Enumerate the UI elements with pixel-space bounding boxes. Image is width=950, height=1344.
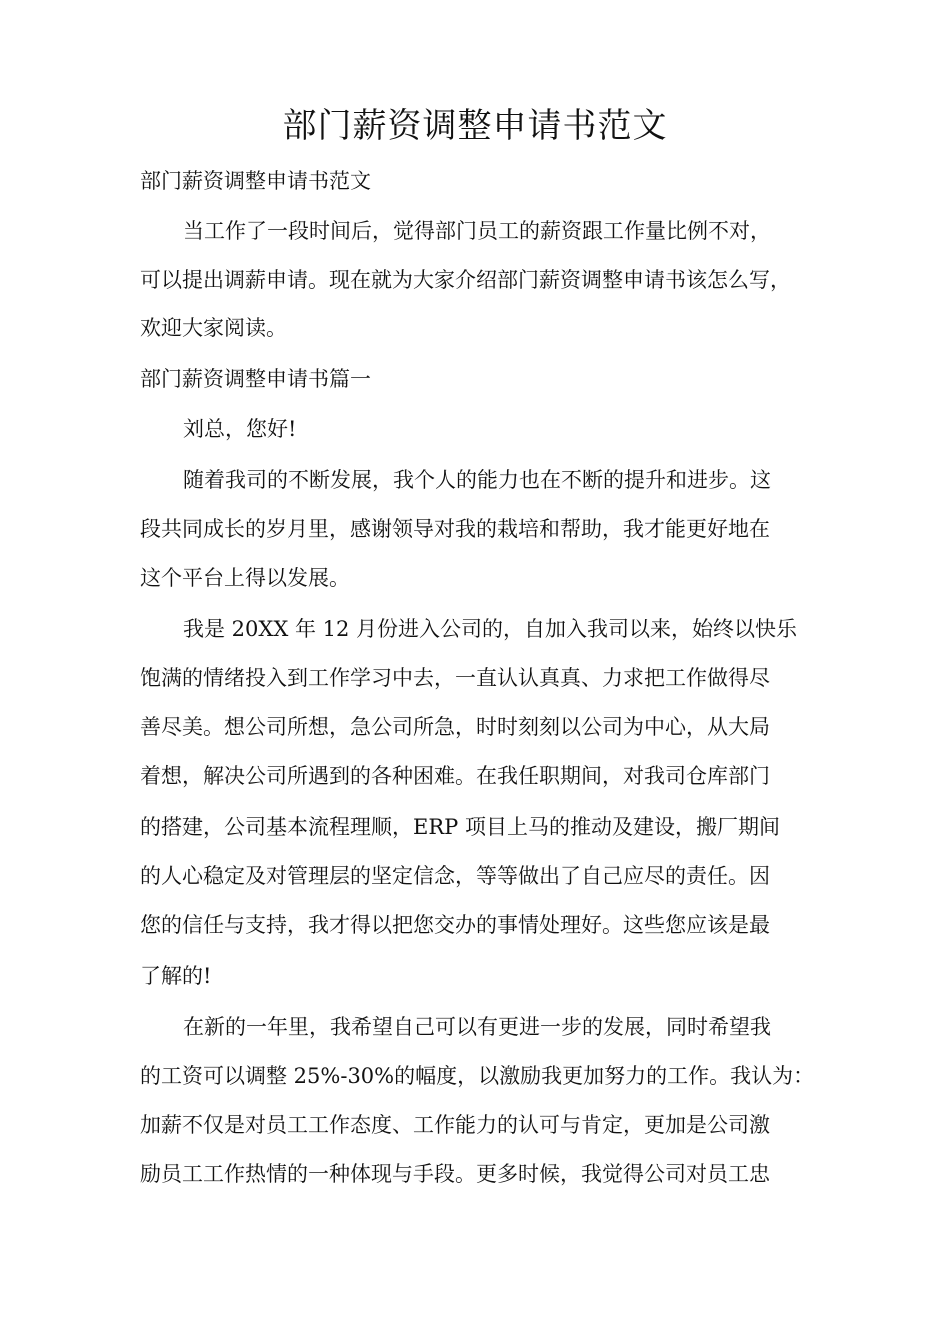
paragraph3-line-2: 的工资可以调整 25%-30%的幅度，以激励我更加努力的工作。我认为： bbox=[140, 1064, 815, 1088]
paragraph2-line-8: 了解的! bbox=[140, 964, 212, 988]
paragraph1-line-2: 段共同成长的岁月里，感谢领导对我的栽培和帮助，我才能更好地在 bbox=[140, 517, 770, 541]
section-heading: 部门薪资调整申请书篇一 bbox=[140, 367, 371, 391]
paragraph2-line-1: 我是 20XX 年 12 月份进入公司的，自加入我司以来，始终以快乐 bbox=[183, 617, 798, 641]
paragraph2-line-4: 着想，解决公司所遇到的各种困难。在我任职期间，对我司仓库部门 bbox=[140, 764, 770, 788]
paragraph2-line-2: 饱满的情绪投入到工作学习中去，一直认认真真、力求把工作做得尽 bbox=[140, 666, 770, 690]
intro-line-2: 可以提出调薪申请。现在就为大家介绍部门薪资调整申请书该怎么写， bbox=[140, 268, 791, 292]
paragraph2-line-3: 善尽美。想公司所想，急公司所急，时时刻刻以公司为中心，从大局 bbox=[140, 715, 770, 739]
paragraph3-line-1: 在新的一年里，我希望自己可以有更进一步的发展，同时希望我 bbox=[183, 1015, 771, 1039]
document-subtitle: 部门薪资调整申请书范文 bbox=[140, 169, 371, 193]
paragraph1-line-3: 这个平台上得以发展。 bbox=[140, 566, 350, 590]
paragraph2-line-6: 的人心稳定及对管理层的坚定信念，等等做出了自己应尽的责任。因 bbox=[140, 864, 770, 888]
salutation: 刘总，您好! bbox=[183, 417, 297, 441]
document-title: 部门薪资调整申请书范文 bbox=[282, 106, 668, 146]
paragraph3-line-3: 加薪不仅是对员工工作态度、工作能力的认可与肯定，更加是公司激 bbox=[140, 1113, 770, 1137]
paragraph1-line-1: 随着我司的不断发展，我个人的能力也在不断的提升和进步。这 bbox=[183, 468, 771, 492]
paragraph3-line-4: 励员工工作热情的一种体现与手段。更多时候，我觉得公司对员工忠 bbox=[140, 1162, 770, 1186]
intro-line-1: 当工作了一段时间后，觉得部门员工的薪资跟工作量比例不对， bbox=[183, 219, 771, 243]
paragraph2-line-7: 您的信任与支持，我才得以把您交办的事情处理好。这些您应该是最 bbox=[140, 913, 770, 937]
paragraph2-line-5: 的搭建，公司基本流程理顺，ERP 项目上马的推动及建设，搬厂期间 bbox=[140, 815, 780, 839]
intro-line-3: 欢迎大家阅读。 bbox=[140, 316, 287, 340]
